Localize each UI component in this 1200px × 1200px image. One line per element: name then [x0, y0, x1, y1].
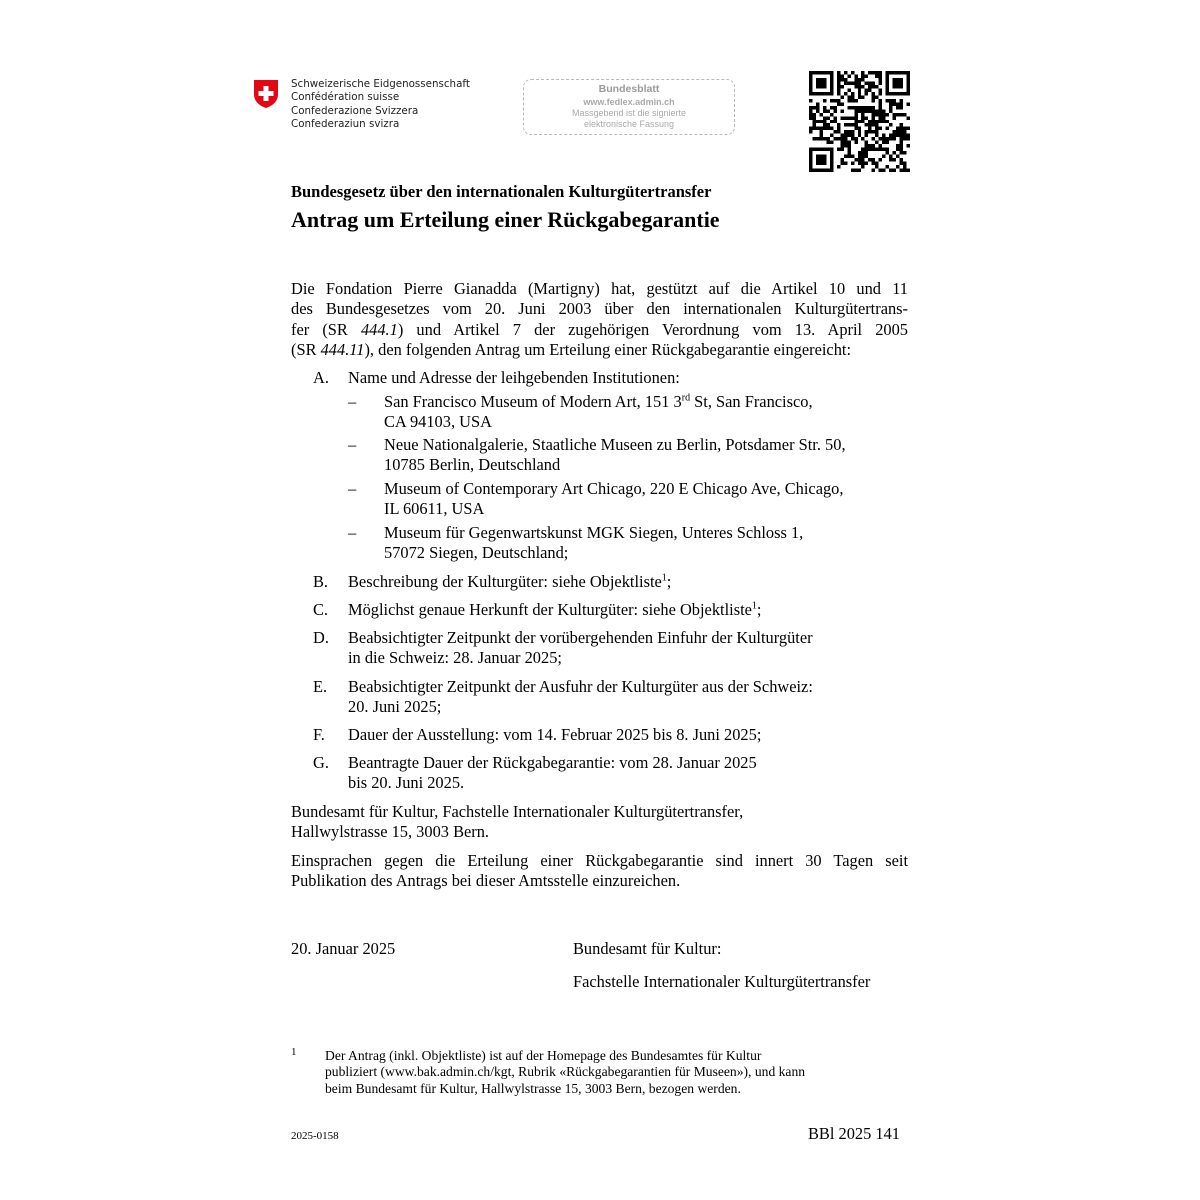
- document-number: 2025-0158: [291, 1130, 339, 1142]
- list-dash: –: [348, 435, 357, 454]
- footnote-text: Der Antrag (inkl. Objektliste) ist auf der Homepage des Bundesamtes für Kultur publiziert (www.bak.admin.ch/kgt, Rubrik «Rückgabegarantien für Museen»), und kann beim Bundesamt für Kultur, Hallwylstrasse 15, 3003 Bern, bezogen werden.: [325, 1048, 806, 1096]
- item-text-a: Name und Adresse der leihgebenden Institutionen:: [348, 368, 680, 387]
- office-address: Bundesamt für Kultur, Fachstelle Internationaler Kulturgütertransfer, Hallwylstrasse 15, 3003 Bern.: [291, 802, 744, 842]
- institution-mca-chicago: Museum of Contemporary Art Chicago, 220 E Chicago Ave, Chicago, IL 60611, USA: [384, 479, 844, 519]
- bbl-reference: BBl 2025 141: [808, 1124, 900, 1143]
- confederation-de: Schweizerische Eidgenossenschaft: [291, 78, 470, 90]
- footnote-number: 1: [291, 1046, 297, 1058]
- list-dash: –: [348, 392, 357, 411]
- intro-line: Die Fondation Pierre Gianadda (Martigny) hat, gestützt auf die Artikel 10 und 11: [291, 279, 908, 298]
- institution-mgk-siegen: Museum für Gegenwartskunst MGK Siegen, Unteres Schloss 1, 57072 Siegen, Deutschland;: [384, 523, 804, 563]
- sr-reference: 444.1: [360, 319, 398, 339]
- stamp-title: Bundesblatt: [598, 83, 660, 95]
- confederation-rm: Confederaziun svizra: [291, 118, 400, 131]
- item-letter-g: G.: [313, 753, 329, 772]
- footnote-ref: 1: [751, 600, 757, 612]
- item-text-c: Möglichst genaue Herkunft der Kulturgüter: siehe Objektliste$^1$;: [348, 600, 762, 619]
- item-letter-c: C.: [313, 600, 329, 619]
- intro-line: fer (SR 444.1) und Artikel 7 der zugehörigen Verordnung vom 13. April 2005: [291, 319, 908, 339]
- item-text-f: Dauer der Ausstellung: vom 14. Februar 2025 bis 8. Juni 2025;: [348, 725, 762, 744]
- stamp-note-1: Massgebend ist die signierte: [571, 108, 687, 118]
- item-letter-f: F.: [313, 725, 325, 744]
- sr-reference: 444.11: [320, 340, 365, 360]
- intro-paragraph: [291, 279, 908, 361]
- signature-office: Bundesamt für Kultur:: [573, 939, 722, 958]
- institution-nationalgalerie: Neue Nationalgalerie, Staatliche Museen zu Berlin, Potsdamer Str. 50, 10785 Berlin, Deutschland: [384, 435, 846, 475]
- intro-line: des Bundesgesetzes vom 20. Juni 2003 über den internationalen Kulturgütertrans-: [291, 299, 908, 319]
- stamp-url: www.fedlex.admin.ch: [583, 97, 675, 107]
- swiss-coat-of-arms-icon: [253, 79, 279, 109]
- objection-notice: Einsprachen gegen die Erteilung einer Rückgabegarantie sind innert 30 Tagen seit Publikation des Antrags bei dieser Amtsstelle einzureichen.: [291, 851, 908, 891]
- list-dash: –: [348, 479, 357, 498]
- item-text-e: Beabsichtigter Zeitpunkt der Ausfuhr der Kulturgüter aus der Schweiz: 20. Juni 2025;: [348, 677, 813, 717]
- publication-date: 20. Januar 2025: [291, 939, 396, 958]
- item-text-g: Beantragte Dauer der Rückgabegarantie: vom 28. Januar 2025 bis 20. Juni 2025.: [348, 753, 757, 793]
- footnote-ref: 1: [661, 572, 667, 584]
- item-letter-e: E.: [313, 677, 328, 696]
- document-subtitle: Bundesgesetz über den internationalen Kulturgütertransfer: [291, 182, 712, 201]
- item-letter-b: B.: [313, 572, 329, 591]
- document-title: Antrag um Erteilung einer Rückgabegarantie: [291, 207, 720, 232]
- institution-sfmoma: San Francisco Museum of Modern Art, 151 3rd St, San Francisco, CA 94103, USA: [384, 392, 813, 432]
- item-letter-d: D.: [313, 628, 329, 647]
- item-text-b: Beschreibung der Kulturgüter: siehe Objektliste$^1$;: [348, 572, 672, 591]
- item-text-d: Beabsichtigter Zeitpunkt der vorübergehenden Einfuhr der Kulturgüter in die Schweiz: 28. Januar 2025;: [348, 628, 813, 668]
- confederation-it: Confederazione Svizzera: [291, 104, 419, 117]
- confederation-fr: Confédération suisse: [291, 91, 400, 104]
- bundesblatt-stamp: [523, 79, 735, 135]
- list-dash: –: [348, 523, 357, 542]
- qr-code-icon: [809, 71, 910, 172]
- signature-unit: Fachstelle Internationaler Kulturgütertransfer: [573, 972, 871, 991]
- confederation-names: [291, 78, 470, 132]
- stamp-note-2: elektronische Fassung: [583, 119, 675, 129]
- intro-line: (SR 444.11), den folgenden Antrag um Erteilung einer Rückgabegarantie eingereicht:: [291, 340, 851, 360]
- item-letter-a: A.: [313, 368, 329, 387]
